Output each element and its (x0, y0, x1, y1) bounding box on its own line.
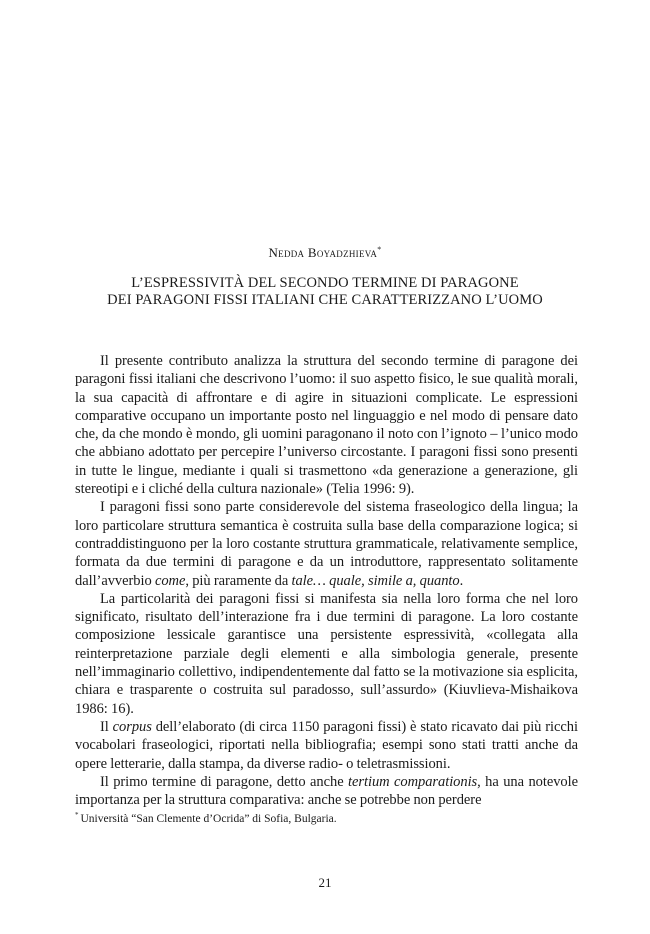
paragraph-2-mid: , più raramente da (185, 572, 292, 589)
author-initial: N (268, 245, 279, 260)
author-surname: edda Boyadzhieva (278, 245, 378, 260)
author-footnote-mark: * (377, 245, 382, 254)
paragraph-4-rest: dell’elaborato (di circa 1150 paragoni fissi) è stato ricavato dai più ricchi vocabolari fraseologici, riportati nella bibliografia; esempi sono stati tratti anche da opere letterarie, dalla stampa, da diverse radio- o teletrasmissioni. (75, 718, 578, 772)
footnote-text: Università “San Clemente d’Ocrida” di Sofia, Bulgaria. (80, 813, 337, 825)
paragraph-3: La particolarità dei paragoni fissi si manifesta sia nella loro forma che nel loro significato, risultato dell’interazione fra i due termini di paragone. La loro costante composizione lessicale garantisce una persistente espressività, «collegata alla reinterpretazione parziale degli elementi e alla simbologia generale, presente nell’immaginario collettivo, indipendentemente dal fatto se la motivazione sia esplicita, chiara e trasparente o costruita sul paradosso, sull’assurdo» (Kiuvlieva-Mishaikova 1986: 16). (75, 590, 578, 717)
paragraph-2-emphasis-come: come (154, 572, 186, 589)
paragraph-4-emphasis-corpus: corpus (112, 718, 152, 735)
article-title (0, 275, 650, 309)
footnote-mark: * (75, 811, 79, 819)
paragraph-4-start: Il (100, 718, 113, 735)
paragraph-5-start: Il primo termine di paragone, detto anche (100, 773, 349, 790)
paragraph-2-text: I paragoni fissi sono parte considerevole del sistema fraseologico della lingua; la loro particolare struttura semantica è costruita sulla base della comparazione logica; si contraddistinguono per la loro costante struttura grammaticale, relativamente semplice, formata da due termini di paragone e da un introduttore, rappresentato solitamente dall’avverbio (75, 499, 578, 589)
title-line-2: DEI PARAGONI FISSI ITALIANI CHE CARATTERIZZANO L’UOMO (107, 292, 543, 308)
paragraph-2 (75, 498, 578, 589)
title-line-1: L’ESPRESSIVITÀ DEL SECONDO TERMINE DI PARAGONE (131, 275, 519, 291)
paragraph-5-emphasis-tertium: tertium comparationis (348, 773, 478, 790)
paragraph-1: Il presente contributo analizza la struttura del secondo termine di paragone dei paragoni fissi italiani che descrivono l’uomo: il suo aspetto fisico, le sue qualità morali, la sua capacità di affrontare e di agire in situazioni complicate. Le espressioni comparative occupano un importante posto nel linguaggio e nel modo di pensare dato che, da che mondo è mondo, gli uomini paragonano il noto con l’ignoto – l’unico modo che abbiano adottato per percepire l’universo circostante. I paragoni fissi sono presenti in tutte le lingue, mediante i quali si trasmettono «da generazione a generazione, gli stereotipi e i cliché della cultura nazionale» (Telia 1996: 9). (75, 353, 578, 498)
footnote (75, 808, 578, 826)
paragraph-5 (75, 773, 578, 810)
paragraph-4 (75, 718, 578, 773)
author-name (0, 245, 650, 261)
paragraph-2-emphasis-alternatives: tale… quale, simile a, quanto (291, 572, 460, 589)
paragraph-5-rest: , ha una notevole importanza per la struttura comparativa: anche se potrebbe non perdere (75, 773, 578, 809)
paragraph-2-end: . (459, 572, 464, 589)
body-text (75, 352, 578, 809)
page-number: 21 (318, 875, 332, 890)
